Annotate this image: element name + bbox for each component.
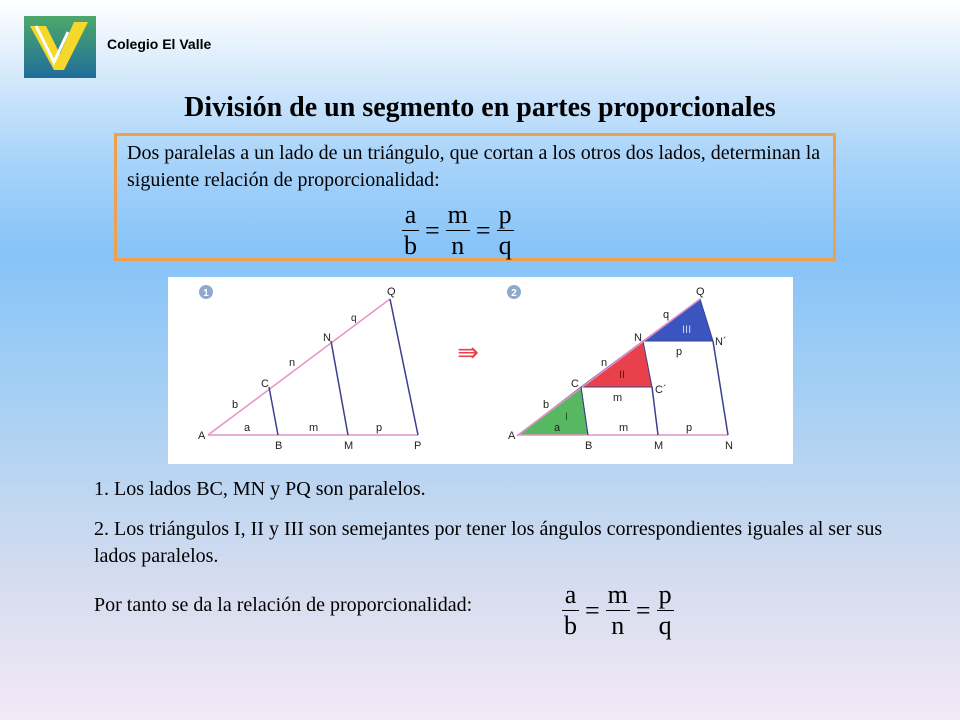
definition-box	[114, 133, 836, 261]
school-name: Colegio El Valle	[107, 36, 212, 52]
geometry-figure	[168, 277, 793, 464]
label-III: III	[682, 324, 692, 336]
equals-sign: =	[635, 595, 651, 625]
conclusion-formula	[562, 580, 674, 641]
statement-3: Por tanto se da la relación de proporcionalidad:	[94, 594, 473, 616]
label-q: q	[663, 309, 670, 321]
label-A: A	[508, 430, 516, 442]
label-p-bottom: p	[686, 422, 693, 434]
denominator: q	[498, 231, 512, 260]
label-B: B	[585, 440, 593, 452]
fraction-p-q	[657, 580, 674, 641]
fraction-a-b	[402, 200, 419, 261]
denominator: n	[611, 611, 625, 640]
label-N-bottom: N	[725, 440, 733, 452]
label-n: n	[601, 357, 608, 369]
statement-1: 1. Los lados BC, MN y PQ son paralelos.	[94, 478, 426, 500]
numerator: m	[607, 580, 628, 609]
implies-arrow: ⇛	[457, 338, 479, 368]
label-a: a	[244, 422, 251, 434]
label-m-mid: m	[613, 392, 623, 404]
label-I: I	[565, 411, 569, 423]
panel-2	[507, 285, 733, 452]
label-q: q	[351, 313, 357, 324]
label-m-bottom: m	[619, 422, 629, 434]
label-N-prime: N´	[715, 336, 727, 348]
school-logo	[24, 16, 96, 78]
numerator: a	[404, 200, 417, 229]
label-M: M	[654, 440, 664, 452]
fraction-a-b	[562, 580, 579, 641]
denominator: n	[451, 231, 465, 260]
label-C-prime: C´	[655, 384, 667, 396]
label-Q: Q	[696, 286, 705, 298]
fraction-p-q	[497, 200, 514, 261]
equals-sign: =	[425, 215, 440, 245]
definition-text: Dos paralelas a un lado de un triángulo, que cortan a los otros dos lados, determinan la siguiente relación de proporcionalidad:	[127, 142, 821, 191]
statement-2: 2. Los triángulos I, II y III son semejantes por tener los ángulos correspondientes iguales al ser sus lados paralelos.	[94, 518, 883, 567]
label-C: C	[261, 378, 269, 390]
label-N: N	[634, 332, 642, 344]
denominator: q	[658, 611, 672, 640]
label-II: II	[619, 369, 626, 381]
numerator: m	[447, 200, 468, 229]
fraction-m-n	[606, 580, 630, 641]
label-P: P	[414, 440, 422, 452]
label-M: M	[344, 440, 354, 452]
label-p: p	[376, 422, 383, 434]
panel-1-number: 1	[203, 288, 209, 299]
page-title: División de un segmento en partes proporcionales	[184, 92, 776, 123]
denominator: b	[404, 231, 417, 260]
panel-1	[198, 285, 421, 452]
triangle-III	[643, 299, 713, 341]
label-b: b	[543, 399, 550, 411]
label-B: B	[275, 440, 283, 452]
panel-2-number: 2	[511, 288, 517, 299]
numerator: a	[564, 580, 577, 609]
equals-sign: =	[585, 595, 600, 625]
label-a: a	[554, 422, 561, 434]
label-m: m	[309, 422, 319, 434]
label-A: A	[198, 430, 206, 442]
numerator: p	[498, 200, 512, 229]
label-n: n	[289, 357, 296, 369]
label-C: C	[571, 378, 579, 390]
numerator: p	[658, 580, 672, 609]
equals-sign: =	[475, 215, 491, 245]
label-N: N	[323, 332, 331, 344]
label-Q: Q	[387, 286, 396, 298]
denominator: b	[564, 611, 577, 640]
label-b: b	[232, 399, 239, 411]
proportion-formula	[402, 200, 514, 261]
fraction-m-n	[446, 200, 470, 261]
label-p-mid: p	[676, 346, 683, 358]
